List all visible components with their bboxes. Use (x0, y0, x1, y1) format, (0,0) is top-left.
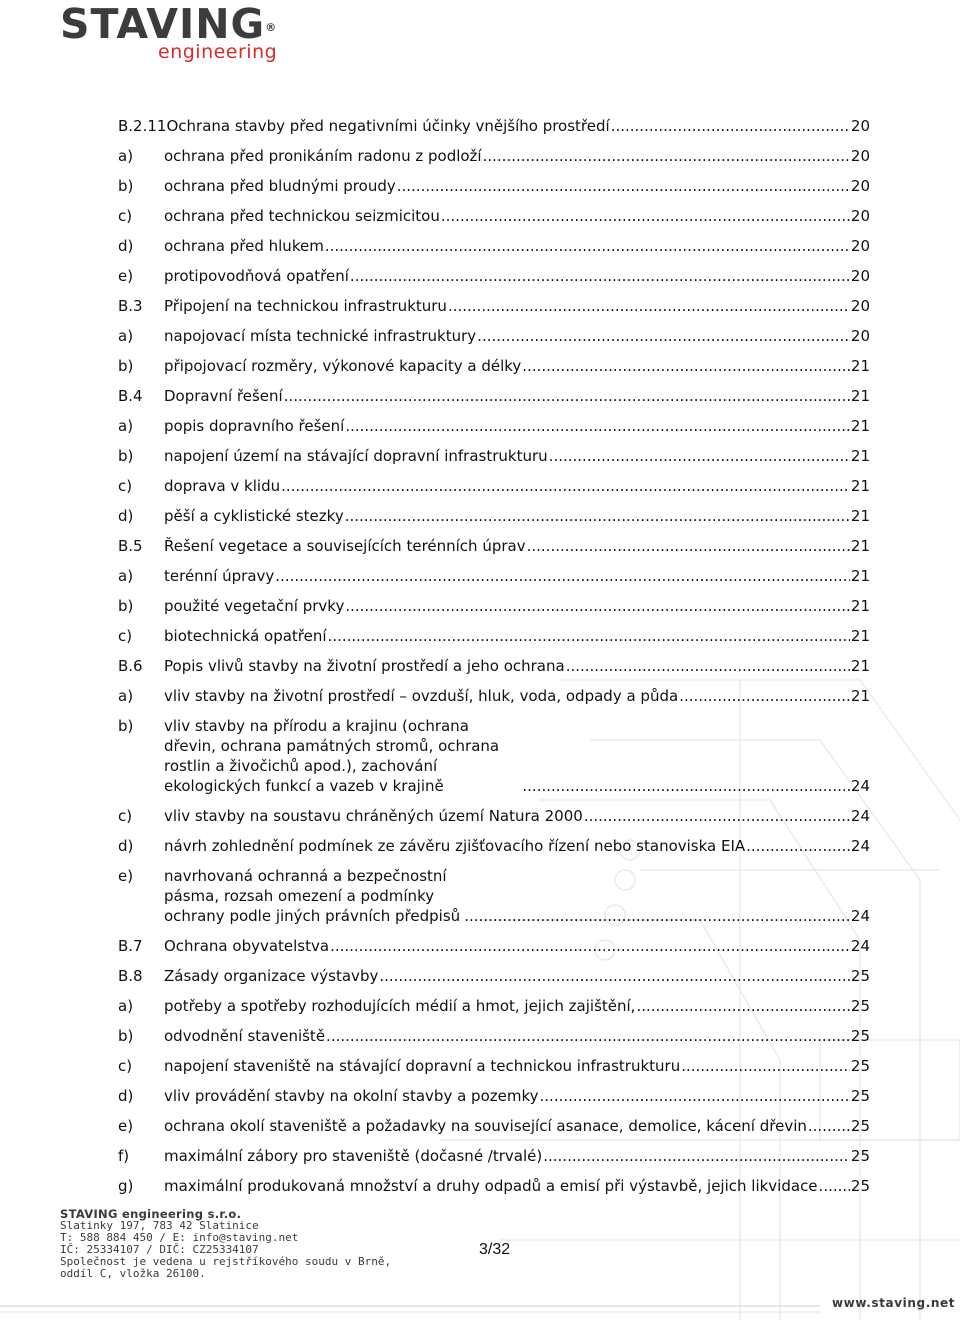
toc-entry-title: popis dopravního řešení (164, 417, 345, 435)
toc-entry-page: 20 (850, 267, 870, 285)
toc-leader-dots (345, 416, 850, 436)
toc-entry-page: 21 (850, 657, 870, 675)
table-of-contents (118, 116, 870, 1206)
toc-entry-page: 24 (850, 807, 870, 825)
toc-entry[interactable] (118, 596, 870, 616)
toc-entry-title: terénní úpravy (164, 567, 275, 585)
toc-entry-body (164, 1176, 870, 1196)
footer-register-line-2: oddíl C, vložka 26100. (60, 1267, 206, 1280)
toc-entry-title: napojení staveniště na stávající dopravní a technickou infrastrukturu (164, 1057, 681, 1075)
toc-entry[interactable] (118, 966, 870, 986)
toc-leader-dots (611, 116, 850, 136)
toc-entry[interactable] (118, 866, 870, 926)
toc-entry-number: b) (118, 717, 134, 735)
toc-entry-page: 24 (850, 837, 870, 855)
toc-entry[interactable] (118, 656, 870, 676)
toc-entry-number: e) (118, 867, 134, 885)
registered-mark: ® (265, 21, 278, 34)
toc-entry[interactable] (118, 806, 870, 826)
footer-address: Slatinky 197, 783 42 Slatinice (60, 1219, 259, 1232)
toc-entry-body (164, 1026, 870, 1046)
toc-entry-title: potřeby a spotřeby rozhodujících médií a hmot, jejich zajištění, (164, 997, 636, 1015)
toc-entry[interactable] (118, 1146, 870, 1166)
toc-entry-number: B.5 (118, 537, 143, 555)
toc-entry-page: 21 (850, 387, 870, 405)
toc-entry-page: 25 (850, 967, 870, 985)
toc-entry-body (164, 936, 870, 956)
toc-entry[interactable] (118, 236, 870, 256)
footer-register-line-1: Společnost je vedena u rejstříkového soudu v Brně, (60, 1255, 392, 1268)
toc-entry-title: vliv stavby na přírodu a krajinu (ochrana dřevin, ochrana památných stromů, ochrana rostlin a živočichů apod.), zachování ekologických funkcí a vazeb v krajině (164, 717, 500, 795)
logo-wordmark: STAVING® (60, 0, 278, 48)
toc-entry-page: 20 (850, 297, 870, 315)
toc-leader-dots (326, 1026, 850, 1046)
toc-entry-page: 25 (850, 1147, 870, 1165)
toc-entry-number: b) (118, 597, 134, 615)
toc-entry-title: napojení území na stávající dopravní infrastrukturu (164, 447, 548, 465)
toc-entry-body (164, 476, 870, 496)
toc-entry[interactable] (118, 326, 870, 346)
toc-entry-title: Ochrana obyvatelstva (164, 937, 330, 955)
footer-contact: T: 588 884 450 / E: info@staving.net (60, 1231, 299, 1244)
footer-company-ids: IČ: 25334107 / DIČ: CZ25334107 (60, 1243, 259, 1256)
toc-entry[interactable] (118, 566, 870, 586)
toc-entry-page: 20 (850, 147, 870, 165)
toc-entry[interactable] (118, 506, 870, 526)
toc-entry-number: b) (118, 447, 134, 465)
toc-entry-page: 24 (850, 937, 870, 955)
toc-entry-number: a) (118, 417, 134, 435)
toc-entry-page: 20 (850, 237, 870, 255)
toc-entry-body (164, 716, 870, 796)
toc-entry[interactable] (118, 686, 870, 706)
toc-entry-number: d) (118, 237, 134, 255)
toc-entry-title: protipovodňová opatření (164, 267, 349, 285)
toc-entry-page: 25 (850, 1087, 870, 1105)
toc-entry-title: Popis vlivů stavby na životní prostředí a jeho ochrana (164, 657, 565, 675)
toc-entry-title: pěší a cyklistické stezky (164, 507, 344, 525)
toc-entry[interactable] (118, 1086, 870, 1106)
toc-leader-dots (397, 176, 850, 196)
toc-entry-body (164, 806, 870, 826)
toc-entry-number: b) (118, 1027, 134, 1045)
toc-entry-body (164, 626, 870, 646)
toc-leader-dots (566, 656, 850, 676)
toc-entry-body (164, 566, 870, 586)
toc-entry-page: 21 (850, 597, 870, 615)
toc-entry-title: Připojení na technickou infrastrukturu (164, 297, 447, 315)
toc-leader-dots (464, 906, 850, 926)
toc-entry-number: c) (118, 207, 133, 225)
toc-entry-number: B.7 (118, 937, 143, 955)
toc-entry[interactable] (118, 386, 870, 406)
toc-entry-body (164, 146, 870, 166)
toc-leader-dots (522, 356, 850, 376)
toc-entry-body (164, 1116, 870, 1136)
toc-entry-number: c) (118, 477, 133, 495)
toc-entry-number: g) (118, 1177, 134, 1195)
toc-entry-page: 25 (850, 1027, 870, 1045)
toc-entry-page: 20 (850, 207, 870, 225)
toc-entry[interactable] (118, 416, 870, 436)
toc-entry-title: Ochrana stavby před negativními účinky vnějšího prostředí (166, 117, 610, 135)
toc-entry-number: B.3 (118, 297, 143, 315)
toc-entry-body (164, 996, 870, 1016)
toc-entry-body (164, 836, 870, 856)
toc-entry-page: 21 (850, 417, 870, 435)
toc-leader-dots (819, 1176, 850, 1196)
toc-entry-body (164, 326, 870, 346)
toc-leader-dots (328, 626, 850, 646)
toc-leader-dots (679, 686, 850, 706)
toc-entry-number: c) (118, 1057, 133, 1075)
toc-entry[interactable] (118, 1056, 870, 1076)
website-link[interactable]: www.staving.net (832, 1296, 956, 1310)
toc-entry-number: c) (118, 627, 133, 645)
toc-entry-page: 21 (850, 447, 870, 465)
toc-entry-body (164, 656, 870, 676)
toc-leader-dots (281, 476, 850, 496)
toc-entry-page: 21 (850, 537, 870, 555)
toc-entry-page: 20 (850, 177, 870, 195)
toc-leader-dots (746, 836, 850, 856)
toc-entry-body (164, 176, 870, 196)
toc-entry-title: vliv stavby na životní prostředí – ovzduší, hluk, voda, odpady a půda (164, 687, 679, 705)
toc-entry[interactable] (118, 116, 870, 136)
toc-entry-page: 21 (850, 477, 870, 495)
toc-entry[interactable] (118, 1116, 870, 1136)
toc-entry-title: ochrana před pronikáním radonu z podloží (164, 147, 482, 165)
toc-entry-page: 25 (850, 997, 870, 1015)
toc-leader-dots (330, 936, 850, 956)
toc-entry-title: připojovací rozměry, výkonové kapacity a délky (164, 357, 522, 375)
toc-leader-dots (527, 536, 850, 556)
toc-entry-title: návrh zohlednění podmínek ze závěru zjišťovacího řízení nebo stanoviska EIA (164, 837, 746, 855)
toc-leader-dots (441, 206, 850, 226)
toc-leader-dots (477, 326, 850, 346)
toc-leader-dots (275, 566, 850, 586)
toc-entry-number: e) (118, 1117, 134, 1135)
toc-entry-title: napojovací místa technické infrastruktury (164, 327, 477, 345)
toc-entry-page: 25 (850, 1177, 870, 1195)
toc-entry-title: odvodnění staveniště (164, 1027, 326, 1045)
toc-entry-title: ochrana okolí staveniště a požadavky na související asanace, demolice, kácení dřevin (164, 1117, 807, 1135)
toc-leader-dots (808, 1116, 850, 1136)
toc-leader-dots (448, 296, 850, 316)
toc-entry-number: a) (118, 567, 134, 585)
toc-entry-page: 21 (850, 567, 870, 585)
toc-entry[interactable] (118, 536, 870, 556)
toc-entry-number: a) (118, 327, 134, 345)
toc-entry[interactable] (118, 446, 870, 466)
toc-entry-page: 21 (850, 357, 870, 375)
toc-entry-body (164, 1056, 870, 1076)
toc-entry-title: maximální zábory pro staveniště (dočasné /trvalé) (164, 1147, 543, 1165)
footer-company-name: STAVING engineering s.r.o. (60, 1207, 242, 1221)
toc-entry[interactable] (118, 716, 870, 796)
toc-entry-title: biotechnická opatření (164, 627, 327, 645)
toc-entry-body (164, 296, 870, 316)
toc-entry[interactable] (118, 936, 870, 956)
toc-entry-number: f) (118, 1147, 130, 1165)
toc-leader-dots (540, 1086, 850, 1106)
toc-entry-number: a) (118, 147, 134, 165)
toc-leader-dots (681, 1056, 850, 1076)
toc-entry-page: 21 (850, 627, 870, 645)
toc-entry-body (164, 866, 870, 926)
toc-entry-page: 20 (850, 117, 870, 135)
toc-entry-body (166, 116, 870, 136)
toc-leader-dots (522, 776, 850, 796)
toc-entry[interactable] (118, 146, 870, 166)
toc-entry-title: Zásady organizace výstavby (164, 967, 379, 985)
logo-subtitle: engineering (158, 41, 278, 63)
toc-entry-body (164, 416, 870, 436)
page-number: 3/32 (479, 1241, 511, 1258)
toc-entry[interactable] (118, 1176, 870, 1196)
toc-entry-number: a) (118, 997, 134, 1015)
toc-entry-body (164, 686, 870, 706)
toc-entry-number: B.6 (118, 657, 143, 675)
toc-entry-body (164, 236, 870, 256)
toc-entry-page: 24 (850, 907, 870, 925)
toc-leader-dots (543, 1146, 850, 1166)
toc-entry-number: B.4 (118, 387, 143, 405)
toc-entry-title: navrhovaná ochranná a bezpečnostní pásma, rozsah omezení a podmínky ochrany podle jiných právních předpisů (164, 867, 461, 925)
company-contact-block (60, 1208, 391, 1280)
toc-leader-dots (584, 806, 850, 826)
toc-entry[interactable] (118, 996, 870, 1016)
toc-entry-number: c) (118, 807, 133, 825)
toc-entry-number: B.8 (118, 967, 143, 985)
toc-leader-dots (345, 596, 850, 616)
toc-entry-title: vliv stavby na soustavu chráněných území Natura 2000 (164, 807, 583, 825)
toc-entry-title: ochrana před bludnými proudy (164, 177, 396, 195)
toc-entry-title: ochrana před technickou seizmicitou (164, 207, 440, 225)
toc-entry-body (164, 596, 870, 616)
toc-entry-body (164, 506, 870, 526)
toc-entry-title: maximální produkovaná množství a druhy odpadů a emisí při výstavbě, jejich likvidace (164, 1177, 818, 1195)
toc-leader-dots (345, 506, 850, 526)
toc-entry-number: d) (118, 1087, 134, 1105)
toc-entry-page: 21 (850, 687, 870, 705)
toc-entry-body (164, 446, 870, 466)
toc-entry-title: použité vegetační prvky (164, 597, 345, 615)
toc-entry-title: Dopravní řešení (164, 387, 283, 405)
toc-entry[interactable] (118, 206, 870, 226)
toc-entry-body (164, 386, 870, 406)
toc-leader-dots (379, 966, 850, 986)
toc-leader-dots (284, 386, 850, 406)
toc-entry-number: B.2.11 (118, 117, 167, 135)
toc-entry-body (164, 536, 870, 556)
toc-entry-page: 25 (850, 1057, 870, 1075)
toc-leader-dots (636, 996, 849, 1016)
toc-entry-page: 21 (850, 507, 870, 525)
toc-leader-dots (549, 446, 850, 466)
toc-entry-body (164, 1086, 870, 1106)
toc-entry-body (164, 206, 870, 226)
toc-entry[interactable] (118, 626, 870, 646)
toc-entry-title: ochrana před hlukem (164, 237, 324, 255)
toc-entry-number: b) (118, 357, 134, 375)
toc-entry-number: a) (118, 687, 134, 705)
company-logo (60, 2, 277, 62)
toc-entry-page: 24 (850, 777, 870, 795)
toc-entry[interactable] (118, 356, 870, 376)
toc-entry[interactable] (118, 266, 870, 286)
toc-entry-page: 25 (850, 1117, 870, 1135)
toc-entry-body (164, 1146, 870, 1166)
toc-entry-body (164, 966, 870, 986)
toc-entry-number: d) (118, 507, 134, 525)
toc-entry[interactable] (118, 836, 870, 856)
toc-entry[interactable] (118, 476, 870, 496)
toc-entry[interactable] (118, 176, 870, 196)
toc-entry-number: e) (118, 267, 134, 285)
footer-band (0, 1302, 960, 1318)
toc-leader-dots (483, 146, 850, 166)
toc-entry-number: b) (118, 177, 134, 195)
toc-entry-body (164, 356, 870, 376)
toc-entry-body (164, 266, 870, 286)
toc-entry-title: vliv provádění stavby na okolní stavby a pozemky (164, 1087, 539, 1105)
toc-entry-title: doprava v klidu (164, 477, 281, 495)
toc-entry-title: Řešení vegetace a souvisejících terénních úprav (164, 537, 526, 555)
toc-entry-page: 20 (850, 327, 870, 345)
toc-leader-dots (325, 236, 850, 256)
toc-leader-dots (350, 266, 850, 286)
toc-entry-number: d) (118, 837, 134, 855)
toc-entry[interactable] (118, 296, 870, 316)
toc-entry[interactable] (118, 1026, 870, 1046)
